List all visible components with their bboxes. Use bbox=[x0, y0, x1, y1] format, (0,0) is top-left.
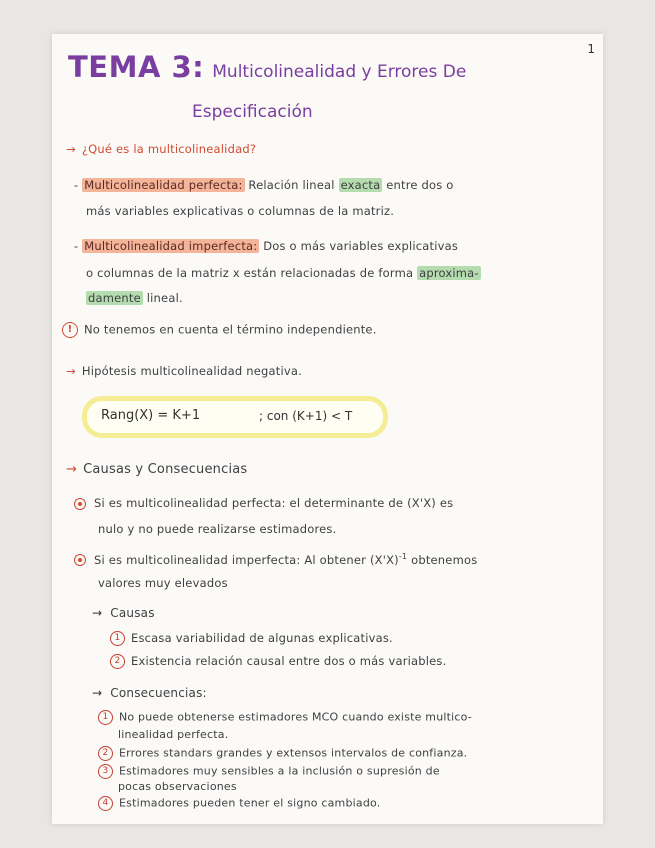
heading-text: Causas y Consecuencias bbox=[83, 462, 248, 477]
arrow-right-icon: → bbox=[92, 606, 103, 620]
causas-item bbox=[110, 631, 393, 646]
consecuencias-item bbox=[98, 710, 472, 725]
number-circle-icon: 4 bbox=[98, 796, 113, 811]
consecuencias-item bbox=[98, 796, 380, 811]
bullet-icon bbox=[74, 554, 86, 566]
title-text: Multicolinealidad y Errores De bbox=[212, 62, 467, 82]
causas-heading bbox=[92, 606, 155, 620]
hipotesis-line bbox=[66, 364, 302, 378]
bullet-text: Si es multicolinealidad imperfecta: Al obtener bbox=[94, 552, 370, 567]
item-text: No puede obtenerse estimadores MCO cuando existe multico- bbox=[119, 710, 472, 724]
arrow-right-icon: → bbox=[92, 686, 103, 700]
number-circle-icon: 1 bbox=[98, 710, 113, 725]
definition-imperfecta-line1: - Multicolinealidad imperfecta: Dos o más variables explicativas bbox=[74, 239, 459, 253]
hipotesis-text: Hipótesis multicolinealidad negativa. bbox=[81, 364, 303, 378]
consecuencias-item bbox=[98, 746, 467, 761]
term-perfecta: Multicolinealidad perfecta: bbox=[84, 178, 243, 192]
question-text: ¿Qué es la multicolinealidad? bbox=[81, 142, 257, 156]
note-text: No tenemos en cuenta el término independiente. bbox=[84, 322, 377, 337]
consecuencias-item bbox=[98, 764, 440, 779]
causas-item bbox=[110, 654, 446, 669]
bullet-text: Si es multicolinealidad perfecta: el determinante de bbox=[94, 496, 408, 510]
title-prefix: TEMA 3: bbox=[68, 50, 205, 84]
definition-perfecta-line2: más variables explicativas o columnas de la matriz. bbox=[86, 204, 395, 218]
arrow-right-icon: → bbox=[66, 142, 76, 156]
definition-perfecta-line1: - Multicolinealidad perfecta: Relación lineal exacta entre dos o bbox=[74, 178, 454, 192]
highlight-damente: damente bbox=[88, 291, 141, 305]
page-number: 1 bbox=[587, 42, 595, 56]
arrow-right-icon: → bbox=[66, 364, 76, 378]
matrix-expression: (X'X) bbox=[369, 552, 399, 567]
definition-imperfecta-line2 bbox=[86, 266, 481, 280]
definition-imperfecta-line3 bbox=[86, 291, 183, 305]
item-text: Estimadores muy sensibles a la inclusión o supresión de bbox=[119, 764, 440, 778]
arrow-right-icon: → bbox=[66, 462, 78, 477]
bullet1-line2: nulo y no puede realizarse estimadores. bbox=[98, 522, 337, 536]
rang-formula: Rang(X) = K+1 bbox=[101, 408, 201, 423]
item-text: Errores standars grandes y extensos intervalos de confianza. bbox=[119, 746, 468, 760]
bullet2-line1 bbox=[74, 552, 477, 567]
definition-text: Dos o más variables explicativas bbox=[259, 239, 459, 253]
highlight-exacta: exacta bbox=[340, 178, 381, 192]
rang-condition: ; con (K+1) < T bbox=[259, 409, 353, 423]
number-circle-icon: 2 bbox=[98, 746, 113, 761]
heading-text: Consecuencias: bbox=[110, 686, 207, 700]
note-line bbox=[62, 322, 377, 338]
bullet-text: es bbox=[435, 496, 454, 510]
title-line2: Especificación bbox=[192, 102, 313, 122]
consecuencias-heading bbox=[92, 686, 207, 700]
exponent: -1 bbox=[398, 552, 408, 561]
bullet1-line1 bbox=[74, 496, 453, 510]
term-imperfecta: Multicolinealidad imperfecta: bbox=[84, 239, 258, 253]
definition-text: lineal. bbox=[142, 291, 183, 305]
consecuencias-item-cont: pocas observaciones bbox=[118, 780, 237, 793]
question-heading bbox=[66, 142, 256, 156]
exclamation-icon: ! bbox=[62, 322, 78, 338]
definition-text: entre dos o bbox=[382, 178, 454, 192]
causas-consecuencias-heading bbox=[66, 462, 247, 477]
heading-text: Causas bbox=[110, 606, 155, 620]
notebook-page bbox=[52, 34, 603, 824]
item-text: Escasa variabilidad de algunas explicativas. bbox=[131, 631, 393, 645]
number-circle-icon: 3 bbox=[98, 764, 113, 779]
definition-text: Relación lineal bbox=[244, 178, 339, 192]
bullet-icon bbox=[74, 498, 86, 510]
number-circle-icon: 1 bbox=[110, 631, 125, 646]
consecuencias-item-cont: linealidad perfecta. bbox=[118, 728, 229, 741]
item-text: Existencia relación causal entre dos o más variables. bbox=[131, 654, 447, 668]
bullet-text: obtenemos bbox=[407, 552, 478, 567]
definition-text: o columnas de la matriz x están relacionadas de forma bbox=[86, 266, 418, 280]
item-text: Estimadores pueden tener el signo cambiado. bbox=[119, 796, 381, 810]
rang-formula-box bbox=[82, 396, 388, 438]
page-title bbox=[68, 50, 466, 84]
highlight-aproximadamente: aproxima- bbox=[419, 266, 479, 280]
bullet2-line2: valores muy elevados bbox=[98, 576, 228, 590]
matrix-expression: (X'X) bbox=[407, 496, 436, 510]
number-circle-icon: 2 bbox=[110, 654, 125, 669]
